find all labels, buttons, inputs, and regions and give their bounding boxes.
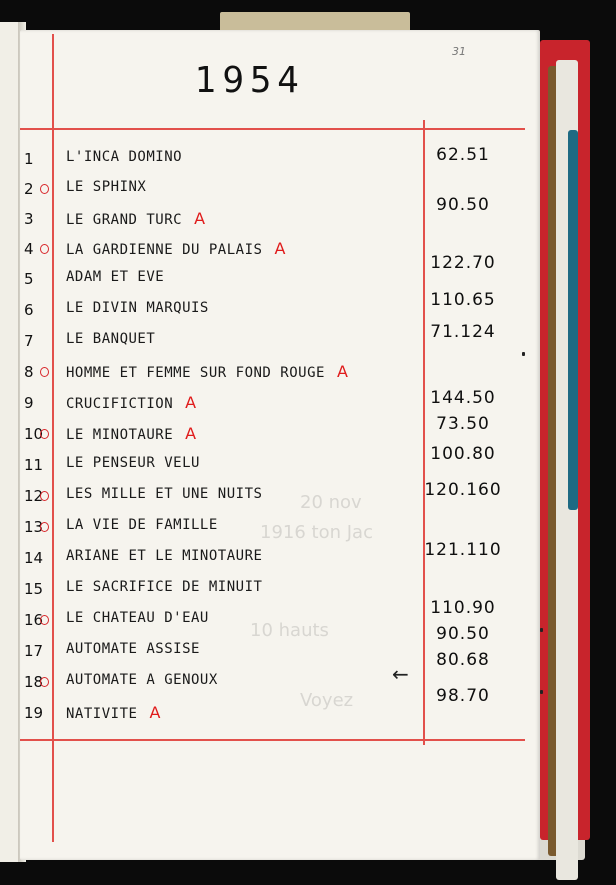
pencil-bleed-2: 1916 ton Jac: [260, 522, 373, 543]
entry-value: 62.51: [436, 145, 490, 165]
entry-index: 7: [24, 332, 34, 350]
entry-index: 10: [24, 425, 44, 443]
red-a-mark: A: [185, 424, 197, 443]
red-circle-icon: [40, 491, 49, 501]
entry-index: 9: [24, 394, 34, 412]
entry-index: 14: [24, 549, 44, 567]
entry-value: 90.50: [436, 624, 490, 644]
entry-title-text: LE SPHINX: [66, 179, 147, 195]
red-circle-icon: [40, 522, 49, 532]
entry-value: 100.80: [430, 444, 496, 464]
entry-title-text: AUTOMATE ASSISE: [66, 641, 200, 657]
red-circle-icon: [40, 244, 49, 254]
entry-title-text: LE BANQUET: [66, 331, 156, 347]
entry-title: [66, 362, 348, 381]
entry-value: 121.110: [424, 540, 502, 560]
entry-title: [66, 703, 161, 722]
entry-title-text: LE MINOTAURE: [66, 427, 174, 443]
entry-title: [66, 269, 164, 285]
pencil-bleed-1: 20 nov: [300, 492, 362, 513]
red-a-mark: A: [185, 393, 197, 412]
red-circle-icon: [40, 429, 49, 439]
red-circle-icon: [40, 677, 49, 687]
entry-index: 15: [24, 580, 44, 598]
entry-value: 80.68: [436, 650, 490, 670]
pencil-bleed-4: Voyez: [300, 690, 354, 711]
entry-index: 18: [24, 673, 44, 691]
entry-index: 3: [24, 210, 34, 228]
entry-title: [66, 300, 209, 316]
entry-title-text: CRUCIFICTION: [66, 396, 174, 412]
page-number: 31: [452, 45, 466, 58]
entry-row: [0, 361, 560, 391]
entry-title: [66, 517, 218, 533]
red-a-mark: A: [274, 239, 286, 258]
entry-title: [66, 672, 218, 688]
entry-value: 71.124: [430, 322, 496, 342]
entry-index: 5: [24, 270, 34, 288]
entry-title: [66, 455, 200, 471]
entry-value: 122.70: [430, 253, 496, 273]
entry-title-text: LE SACRIFICE DE MINUIT: [66, 579, 263, 595]
red-circle-icon: [40, 367, 49, 377]
entry-index: 13: [24, 518, 44, 536]
entry-title-text: LE GRAND TURC: [66, 212, 183, 228]
entry-title: [66, 424, 197, 443]
entry-value: 120.160: [424, 480, 502, 500]
entry-title: [66, 239, 286, 258]
entry-value: 110.90: [430, 598, 496, 618]
red-a-mark: A: [194, 209, 206, 228]
entry-title: [66, 486, 262, 502]
entry-title-text: L'INCA DOMINO: [66, 149, 183, 165]
entry-value: 73.50: [436, 414, 490, 434]
entry-value: 144.50: [430, 388, 496, 408]
entry-index: 17: [24, 642, 44, 660]
entry-title: [66, 331, 155, 347]
entry-title: [66, 610, 209, 626]
entry-title: [66, 393, 197, 412]
entry-title-text: LES MILLE ET UNE NUITS: [66, 486, 263, 502]
entry-value: 98.70: [436, 686, 490, 706]
pencil-bleed-3: 10 hauts: [250, 620, 329, 641]
ink-dot: [540, 690, 543, 694]
entry-index: 2: [24, 180, 34, 198]
entry-title-text: AUTOMATE A GENOUX: [66, 672, 218, 688]
arrow-icon: ←: [392, 662, 409, 686]
entry-value: 110.65: [430, 290, 496, 310]
entry-title: [66, 179, 146, 195]
entry-title-text: LA VIE DE FAMILLE: [66, 517, 218, 533]
entry-title: [66, 579, 262, 595]
blue-insert-edge: [568, 130, 578, 510]
red-circle-icon: [40, 184, 49, 194]
entry-title-text: ADAM ET EVE: [66, 269, 165, 285]
entry-title-text: LE CHATEAU D'EAU: [66, 610, 209, 626]
year-heading: 1954: [194, 60, 305, 101]
entry-title-text: LE PENSEUR VELU: [66, 455, 200, 471]
ink-dot: [540, 628, 543, 632]
ink-dot: [522, 352, 525, 356]
entry-index: 19: [24, 704, 44, 722]
red-circle-icon: [40, 615, 49, 625]
red-a-mark: A: [149, 703, 161, 722]
entry-title-text: LE DIVIN MARQUIS: [66, 300, 209, 316]
entry-row: [0, 702, 560, 732]
entry-title: [66, 149, 182, 165]
bottom-red-rule: [20, 739, 525, 741]
entry-index: 16: [24, 611, 44, 629]
entry-index: 4: [24, 240, 34, 258]
entry-index: 8: [24, 363, 34, 381]
entry-title-text: LA GARDIENNE DU PALAIS: [66, 242, 263, 258]
entry-title: [66, 548, 262, 564]
entry-index: 12: [24, 487, 44, 505]
top-red-rule: [20, 128, 525, 130]
entry-index: 1: [24, 150, 34, 168]
entry-title: [66, 641, 200, 657]
entry-value: 90.50: [436, 195, 490, 215]
entry-title-text: NATIVITE: [66, 706, 138, 722]
red-a-mark: A: [336, 362, 349, 381]
entry-index: 6: [24, 301, 34, 319]
entry-title-text: ARIANE ET LE MINOTAURE: [66, 548, 263, 564]
entry-index: 11: [24, 456, 44, 474]
entry-title-text: HOMME ET FEMME SUR FOND ROUGE: [66, 365, 325, 381]
entry-title: [66, 209, 206, 228]
